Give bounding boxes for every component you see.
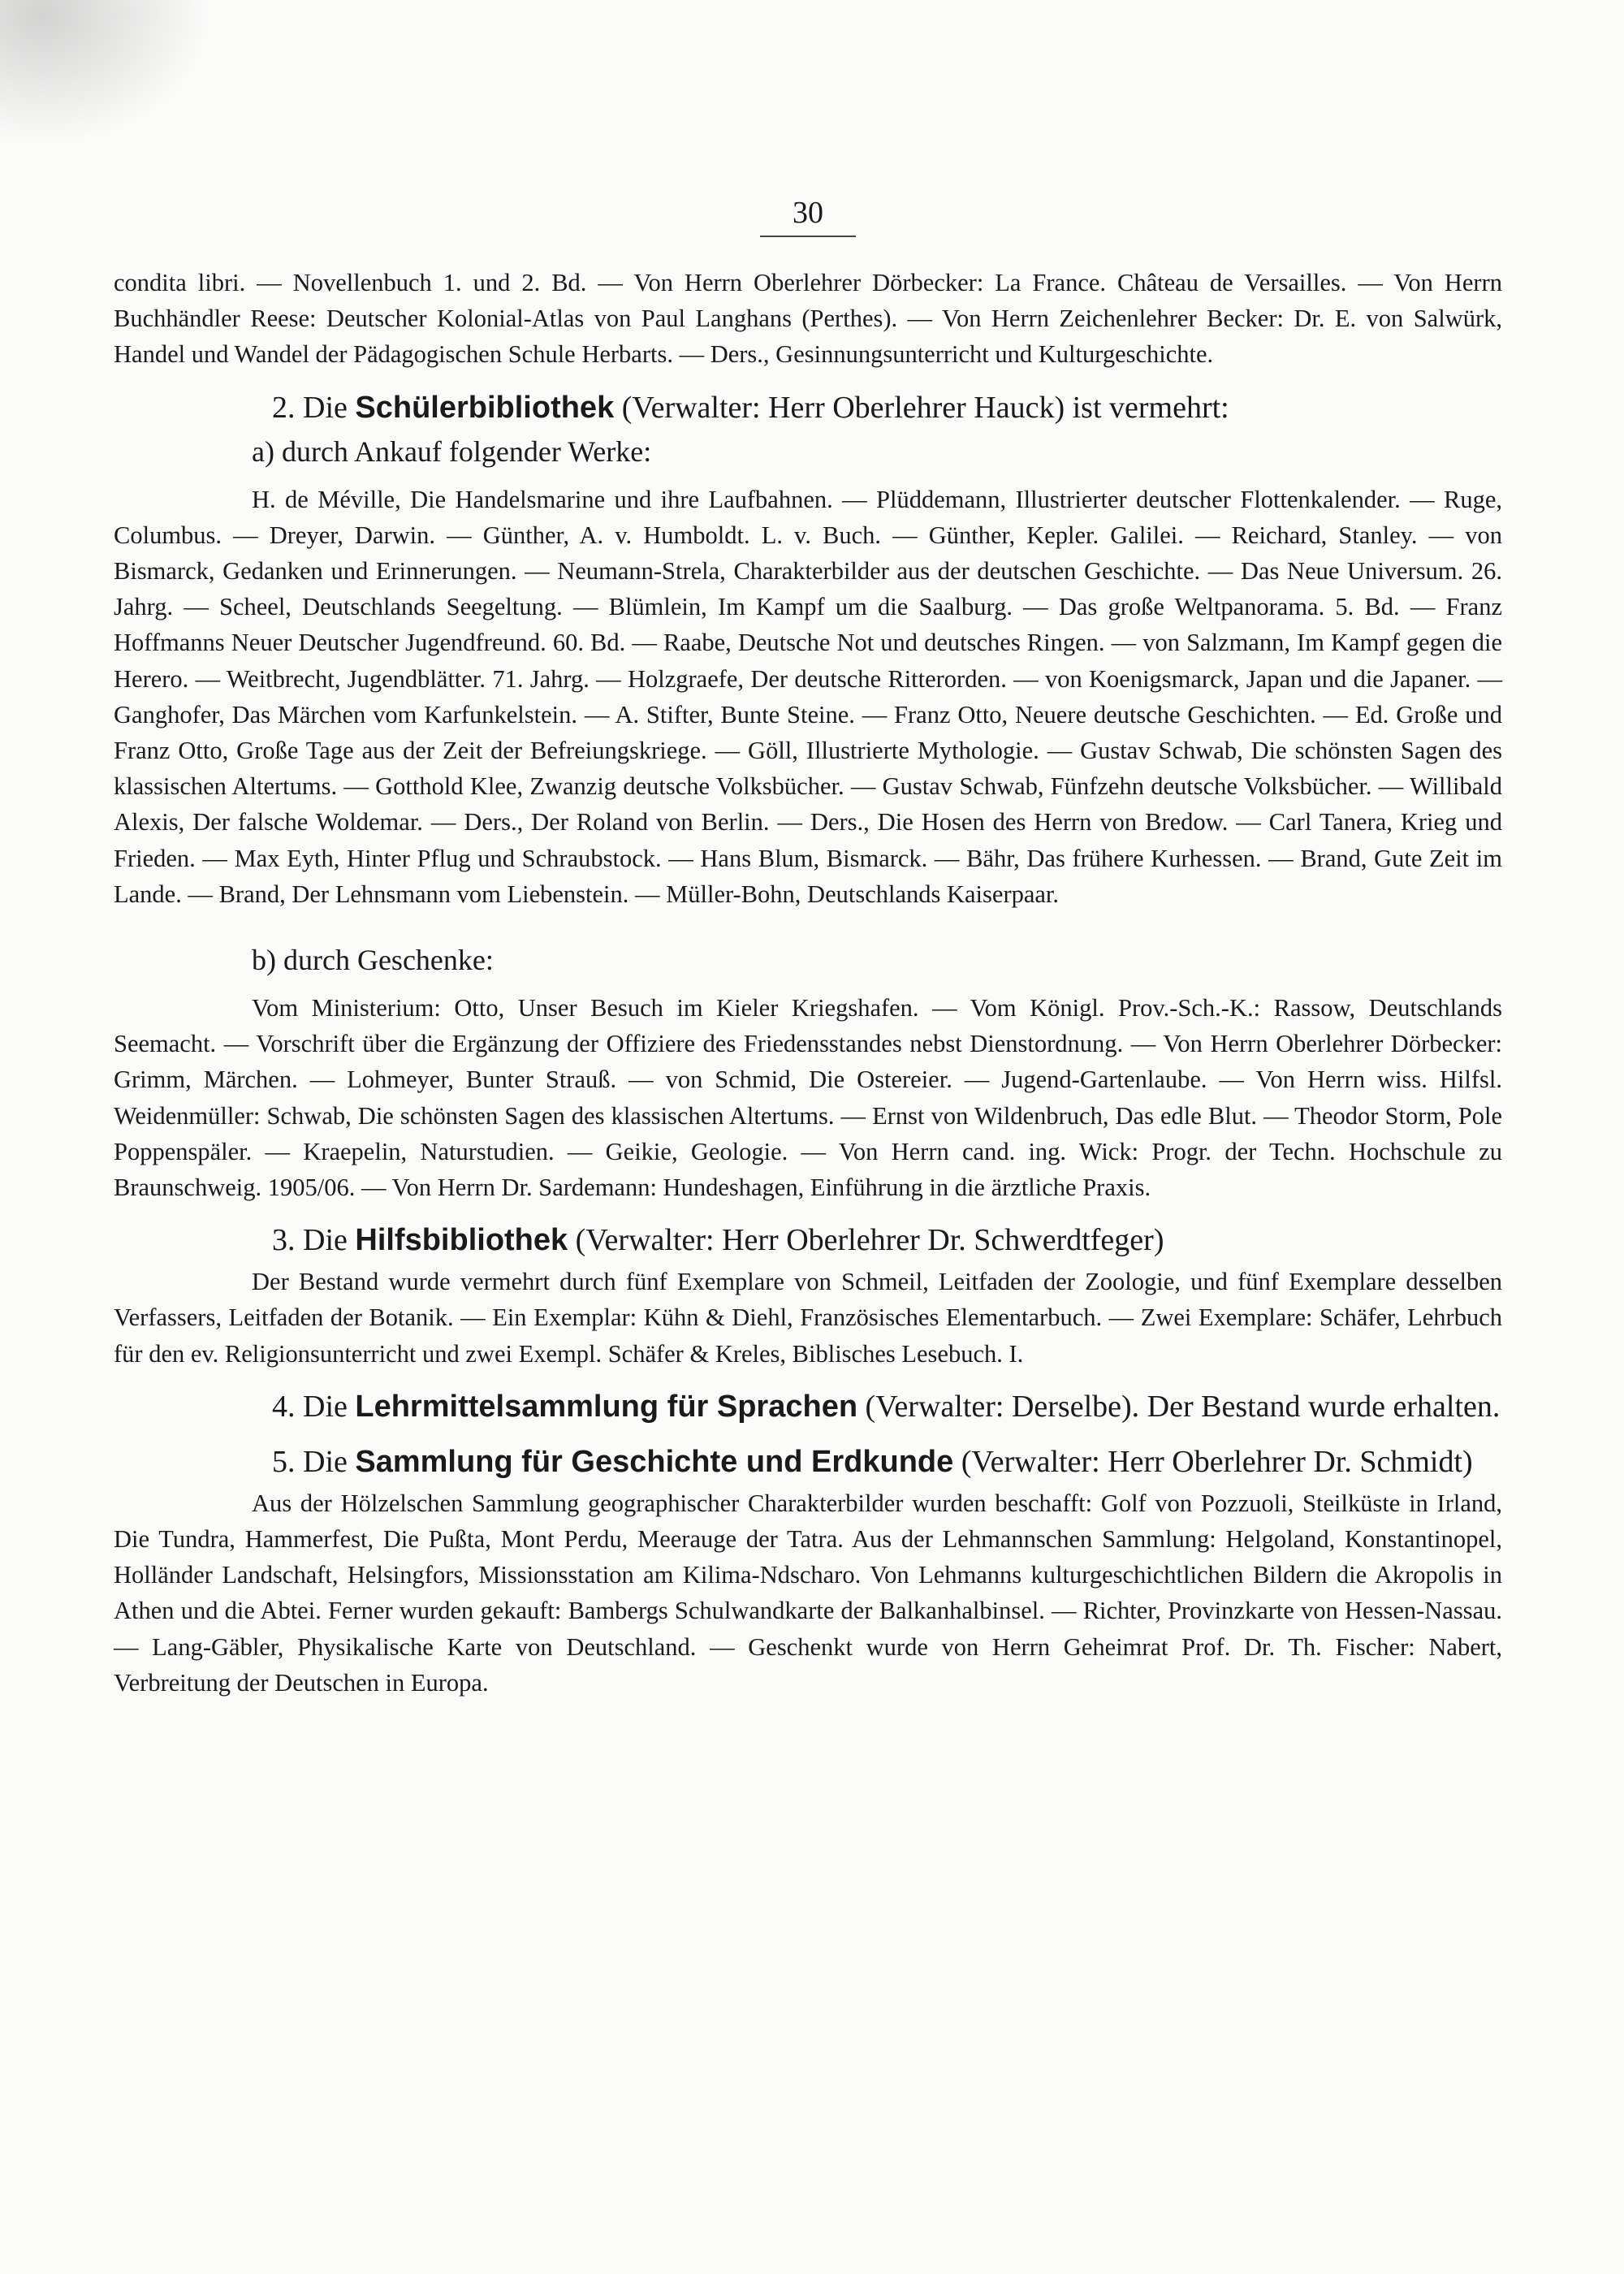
section-2-heading: 2. Die Schülerbibliothek (Verwalter: Herr Oberlehrer Hauck) ist vermehrt: <box>272 390 1229 425</box>
section-5-title: Sammlung für Geschichte und Erdkunde <box>355 1444 954 1479</box>
page-number: 30 <box>114 195 1502 237</box>
section-5-heading: 5. Die Sammlung für Geschichte und Erdkunde (Verwalter: Herr Oberlehrer Dr. Schmidt) <box>272 1444 1473 1479</box>
section-5-paragraph: Aus der Hölzelschen Sammlung geographischer Charakterbilder wurden beschafft: Golf von Pozzuoli, Steilküste in Irland, Die Tundra, Hammerfest, Die Pußta, Mont Perdu, Meerauge der Tatra. Aus der Lehmannschen Sammlung: Helgoland, Konstantinopel, Holländer Landschaft, Helsingfors, Missionsstation am Kilima-Ndscharo. Von Lehmanns kulturgeschichtlichen Bildern die Akropolis in Athen und die Abtei. Ferner wurden gekauft: Bambergs Schulwandkarte der Balkanhalbinsel. — Richter, Provinzkarte von Hessen-Nassau. — Lang-Gäbler, Physikalische Karte von Deutschland. — Geschenkt wurde von Herrn Geheimrat Prof. Dr. Th. Fischer: Nabert, Verbreitung der Deutschen in Europa. <box>114 1489 1502 1697</box>
section-2-title: Schülerbibliothek <box>355 390 615 425</box>
section-4-title: Lehrmittelsammlung für Sprachen <box>355 1389 858 1424</box>
section-3-heading: 3. Die Hilfsbibliothek (Verwalter: Herr Oberlehrer Dr. Schwerdtfeger) <box>272 1223 1164 1258</box>
scan-smudge <box>0 0 211 146</box>
section-2b-paragraph: Vom Ministerium: Otto, Unser Besuch im Kieler Kriegshafen. — Vom Königl. Prov.-Sch.-K.: Rassow, Deutschlands Seemacht. — Vorschrift über die Ergänzung der Offiziere des Friedensstandes nebst Dienstordnung. — Von Herrn Oberlehrer Dörbecker: Grimm, Märchen. — Lohmeyer, Bunter Strauß. — von Schmid, Die Ostereier. — Jugend-Gartenlaube. — Von Herrn wiss. Hilfsl. Weidenmüller: Schwab, Die schönsten Sagen des klassischen Altertums. — Ernst von Wildenbruch, Das edle Blut. — Theodor Storm, Pole Poppenspäler. — Kraepelin, Naturstudien. — Geikie, Geologie. — Von Herrn cand. ing. Wick: Progr. der Techn. Hochschule zu Braunschweig. 1905/06. — Von Herrn Dr. Sardemann: Hundeshagen, Einführung in die ärztliche Praxis. <box>114 994 1502 1202</box>
section-2b-subheading: b) durch Geschenke: <box>252 944 494 977</box>
section-2a-paragraph: H. de Méville, Die Handelsmarine und ihre Laufbahnen. — Plüddemann, Illustrierter deutscher Flottenkalender. — Ruge, Columbus. — Dreyer, Darwin. — Günther, A. v. Humboldt. L. v. Buch. — Günther, Kepler. Galilei. — Reichard, Stanley. — von Bismarck, Gedanken und Erinnerungen. — Neumann-Strela, Charakterbilder aus der deutschen Geschichte. — Das Neue Universum. 26. Jahrg. — Scheel, Deutschlands Seegeltung. — Blümlein, Im Kampf um die Saalburg. — Das große Weltpanorama. 5. Bd. — Franz Hoffmanns Neuer Deutscher Jugendfreund. 60. Bd. — Raabe, Deutsche Not und deutsches Ringen. — von Salzmann, Im Kampf gegen die Herero. — Weitbrecht, Jugendblätter. 71. Jahrg. — Holzgraefe, Der deutsche Ritterorden. — von Koenigsmarck, Japan und die Japaner. — Ganghofer, Das Märchen vom Karfunkelstein. — A. Stifter, Bunte Steine. — Franz Otto, Neuere deutsche Geschichten. — Ed. Große und Franz Otto, Große Tage aus der Zeit der Befreiungskriege. — Göll, Illustrierte Mythologie. — Gustav Schwab, Die schönsten Sagen des klassischen Altertums. — Gotthold Klee, Zwanzig deutsche Volksbücher. — Gustav Schwab, Fünfzehn deutsche Volksbücher. — Willibald Alexis, Der falsche Woldemar. — Ders., Der Roland von Berlin. — Ders., Die Hosen des Herrn von Bredow. — Carl Tanera, Krieg und Frieden. — Max Eyth, Hinter Pflug und Schraubstock. — Hans Blum, Bismarck. — Bähr, Das frühere Kurhessen. — Brand, Gute Zeit im Lande. — Brand, Der Lehnsmann vom Liebenstein. — Müller-Bohn, Deutschlands Kaiserpaar. <box>114 485 1502 908</box>
section-3-paragraph: Der Bestand wurde vermehrt durch fünf Exemplare von Schmeil, Leitfaden der Zoologie, und fünf Exemplare desselben Verfassers, Leitfaden der Botanik. — Ein Exemplar: Kühn & Diehl, Französisches Elementarbuch. — Zwei Exemplare: Schäfer, Lehrbuch für den ev. Religionsunterricht und zwei Exempl. Schäfer & Kreles, Biblisches Lesebuch. I. <box>114 1268 1502 1368</box>
section-3-title: Hilfsbibliothek <box>355 1223 568 1258</box>
intro-paragraph: condita libri. — Novellenbuch 1. und 2. Bd. — Von Herrn Oberlehrer Dörbecker: La France. Château de Versailles. — Von Herrn Buchhändler Reese: Deutscher Kolonial-Atlas von Paul Langhans (Perthes). — Von Herrn Zeichenlehrer Becker: Dr. E. von Salwürk, Handel und Wandel der Pädagogischen Schule Herbarts. — Ders., Gesinnungsunterricht und Kulturgeschichte. <box>114 269 1502 369</box>
section-2a-subheading: a) durch Ankauf folgender Werke: <box>252 434 652 468</box>
section-4-heading: 4. Die Lehrmittelsammlung für Sprachen (Verwalter: Derselbe). Der Bestand wurde erhalten. <box>272 1389 1501 1424</box>
spacer <box>114 912 1502 936</box>
